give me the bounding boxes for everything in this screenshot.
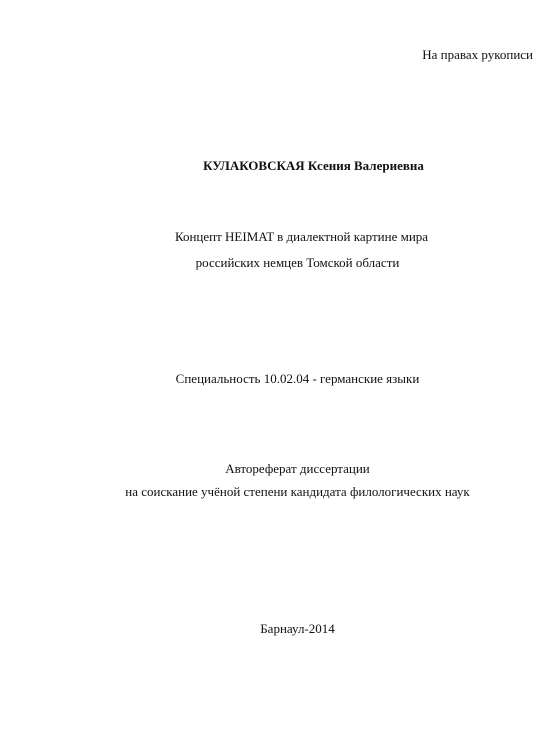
dissertation-title-line-1: Концепт HEIMAT в диалектной картине мира	[174, 229, 429, 244]
place-year: Барнаул-2014	[260, 621, 335, 636]
specialty-line: Специальность 10.02.04 - германские языки	[175, 371, 420, 386]
author-name: КУЛАКОВСКАЯ Ксения Валериевна	[203, 158, 424, 173]
abstract-type-line-1: Автореферат диссертации	[225, 461, 370, 476]
rights-note: На правах рукописи	[422, 47, 533, 62]
dissertation-title-line-2: российских немцев Томской области	[195, 255, 400, 270]
abstract-type-line-2: на соискание учёной степени кандидата филологических наук	[125, 484, 470, 499]
